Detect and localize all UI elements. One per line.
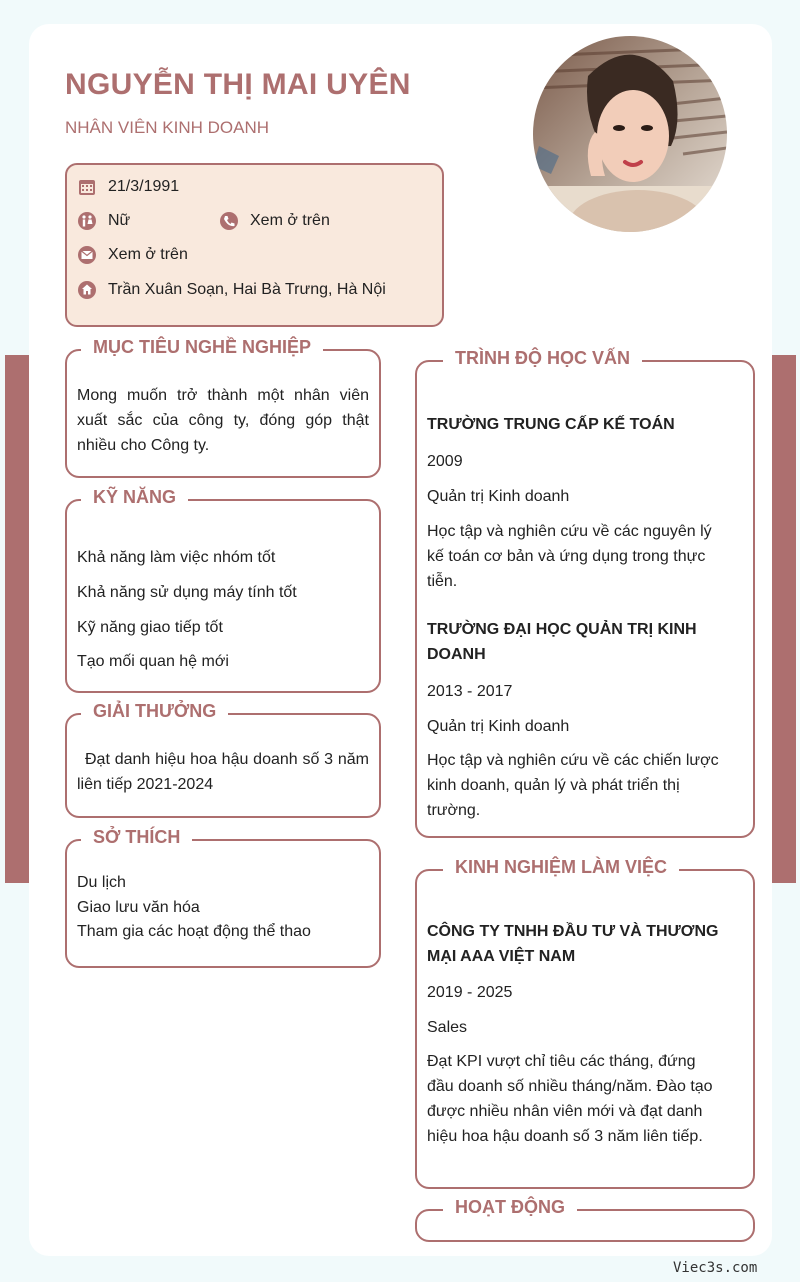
experience-period: 2019 - 2025: [427, 984, 513, 1001]
objective-text: Mong muốn trở thành một nhân viên xuất sắc của công ty, đóng góp thật nhiều cho Công ty.: [77, 387, 369, 454]
watermark: Viec3s.com: [673, 1260, 758, 1276]
home-icon: [77, 280, 97, 300]
contact-info-box: [65, 163, 444, 327]
skill-item: Kỹ năng giao tiếp tốt: [77, 619, 223, 636]
education-heading: TRÌNH ĐỘ HỌC VẤN: [443, 348, 642, 369]
school-name: TRƯỜNG ĐẠI HỌC QUẢN TRỊ KINH DOANH: [427, 621, 697, 663]
awards-text: Đạt danh hiệu hoa hậu doanh số 3 năm liên tiếp 2021-2024: [77, 751, 369, 793]
skills-section: [65, 487, 381, 693]
skill-item: Khả năng sử dụng máy tính tốt: [77, 584, 297, 601]
phone-row: [219, 211, 330, 231]
awards-heading: GIẢI THƯỞNG: [81, 701, 228, 722]
calendar-icon: [77, 177, 97, 197]
gender-row: [77, 211, 130, 231]
experience-position: Sales: [427, 1019, 468, 1036]
objective-section: [65, 337, 381, 478]
email-icon: [77, 245, 97, 265]
address-row: [77, 280, 386, 300]
job-title: NHÂN VIÊN KINH DOANH: [65, 118, 270, 137]
education-description: Học tập và nghiên cứu về các chiến lược kinh doanh, quản lý và phát triển thị trường.: [427, 752, 719, 819]
education-period: 2013 - 2017: [427, 683, 513, 700]
hobby-item: Du lịch: [77, 874, 126, 891]
education-major: Quản trị Kinh doanh: [427, 718, 570, 735]
email-row: [77, 245, 188, 265]
education-description: Học tập và nghiên cứu về các nguyên lý kế toán cơ bản và ứng dụng trong thực tiễn.: [427, 523, 712, 590]
phone-icon: [219, 211, 239, 231]
gender-icon: [77, 211, 97, 231]
left-side-band: [5, 355, 29, 883]
birthdate-value: 21/3/1991: [108, 178, 180, 195]
education-section: [415, 348, 755, 838]
hobbies-heading: SỞ THÍCH: [81, 827, 192, 848]
skill-item: Khả năng làm việc nhóm tốt: [77, 549, 276, 566]
gender-value: Nữ: [108, 212, 131, 229]
hobby-item: Giao lưu văn hóa: [77, 899, 200, 916]
objective-heading: MỤC TIÊU NGHỀ NGHIỆP: [81, 337, 323, 358]
candidate-name: NGUYỄN THỊ MAI UYÊN: [65, 68, 411, 101]
right-side-band: [772, 355, 796, 883]
education-major: Quản trị Kinh doanh: [427, 488, 570, 505]
experience-section: [415, 857, 755, 1189]
email-value: Xem ở trên: [108, 246, 188, 263]
skill-item: Tạo mối quan hệ mới: [77, 653, 229, 670]
skills-heading: KỸ NĂNG: [81, 487, 188, 508]
company-name: CÔNG TY TNHH ĐẦU TƯ VÀ THƯƠNG MẠI AAA VIỆT NAM: [427, 923, 719, 965]
activities-section: [415, 1197, 755, 1242]
hobby-item: Tham gia các hoạt động thể thao: [77, 923, 311, 940]
hobbies-section: [65, 827, 381, 968]
school-name: TRƯỜNG TRUNG CẤP KẾ TOÁN: [427, 416, 675, 433]
address-value: Trần Xuân Soạn, Hai Bà Trưng, Hà Nội: [108, 281, 386, 298]
birthdate-row: [77, 177, 179, 197]
awards-section: [65, 701, 381, 818]
experience-heading: KINH NGHIỆM LÀM VIỆC: [443, 857, 679, 878]
profile-photo: [533, 36, 727, 232]
experience-description: Đạt KPI vượt chỉ tiêu các tháng, đứng đầu doanh số nhiều tháng/năm. Đào tạo được nhiều nhân viên mới và đạt danh hiệu hoa hậu doanh số 3 năm liên tiếp.: [427, 1053, 713, 1145]
education-period: 2009: [427, 453, 463, 470]
phone-value: Xem ở trên: [250, 212, 330, 229]
activities-heading: HOẠT ĐỘNG: [443, 1197, 577, 1218]
